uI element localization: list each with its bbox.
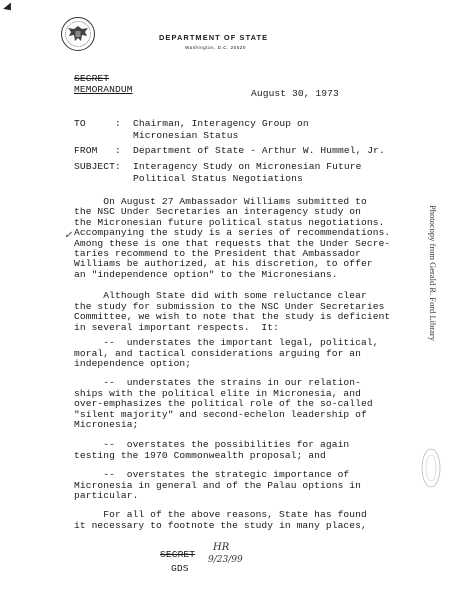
- subject-line-1: Interagency Study on Micronesian Future: [133, 161, 362, 172]
- from-colon: :: [115, 145, 121, 156]
- body-line: Micronesia in general and of the Palau options in: [74, 479, 362, 491]
- handwritten-initials: HR: [213, 542, 230, 553]
- subject-line-2: Political Status Negotiations: [133, 173, 303, 184]
- from-value: Department of State - Arthur W. Hummel, Jr.: [133, 145, 385, 156]
- body-line: -- overstates the possibilities for again: [74, 439, 350, 450]
- to-colon: :: [115, 118, 121, 129]
- footer-classification: SECRET: [160, 549, 196, 560]
- body-line: taries recommend to the President that Ambassador: [74, 248, 362, 260]
- paragraph-2: [74, 291, 390, 333]
- body-line: ships with the political elite in Micronesia, and: [74, 387, 362, 399]
- gds-marking: GDS: [171, 563, 189, 574]
- subject-label: SUBJECT:: [74, 161, 121, 172]
- state-department-seal: [60, 16, 96, 52]
- body-line: it necessary to footnote the study in many places,: [74, 519, 367, 531]
- body-line: the study for submission to the NSC Under Secretaries: [74, 300, 385, 312]
- body-line: For all of the above reasons, State has found: [74, 509, 367, 520]
- body-line: On August 27 Ambassador Williams submitted to: [74, 196, 367, 207]
- handwritten-date: 9/23/99: [208, 555, 243, 565]
- corner-mark: [3, 2, 15, 13]
- bullet-4: [74, 470, 361, 502]
- body-line: the Micronesian future political status negotiations.: [74, 216, 385, 228]
- body-line: particular.: [74, 490, 139, 502]
- body-line: -- understates the important legal, political,: [74, 337, 379, 348]
- to-label: TO: [74, 118, 86, 129]
- bullet-2: [74, 378, 373, 431]
- paragraph-3: [74, 510, 367, 531]
- to-line-1: Chairman, Interagency Group on: [133, 118, 309, 129]
- body-line: Williams be authorized, at his discretion, to offer: [74, 258, 373, 270]
- body-line: an "independence option" to the Micronesians.: [74, 268, 338, 280]
- body-line: Among these is one that requests that the Under Secre-: [74, 237, 391, 249]
- document-type: MEMORANDUM: [74, 84, 133, 95]
- city-line: Washington, D.C. 20520: [185, 45, 246, 50]
- library-stamp: [420, 446, 442, 490]
- body-line: Accompanying the study is a series of recommendations.: [74, 227, 391, 239]
- body-line: -- understates the strains in our relation-: [74, 377, 362, 388]
- classification-marking: SECRET: [74, 73, 110, 84]
- body-line: independence option;: [74, 358, 192, 370]
- margin-check-mark: ✓: [64, 230, 73, 241]
- body-line: over-emphasizes the political role of the so-called: [74, 398, 373, 410]
- department-heading: DEPARTMENT OF STATE: [159, 33, 269, 42]
- bullet-3: [74, 440, 349, 461]
- body-line: -- overstates the strategic importance of: [74, 469, 350, 480]
- from-label: FROM: [74, 145, 98, 156]
- to-line-2: Micronesian Status: [133, 130, 239, 141]
- bullet-1: [74, 338, 379, 370]
- body-line: Committee, we wish to note that the study is deficient: [74, 311, 391, 323]
- body-line: moral, and tactical considerations arguing for an: [74, 347, 362, 359]
- body-line: Although State did with some reluctance clear: [74, 290, 367, 301]
- photocopy-note: Photocopy from Gerald R. Ford Library: [428, 205, 438, 341]
- memo-date: August 30, 1973: [251, 88, 339, 99]
- body-line: in several important respects. It:: [74, 321, 280, 333]
- body-line: Micronesia;: [74, 419, 139, 431]
- paragraph-1: [74, 197, 390, 280]
- body-line: testing the 1970 Commonwealth proposal; and: [74, 449, 326, 461]
- body-line: the NSC Under Secretaries an interagency study on: [74, 206, 362, 218]
- body-line: "silent majority" and second-echelon leadership of: [74, 408, 367, 420]
